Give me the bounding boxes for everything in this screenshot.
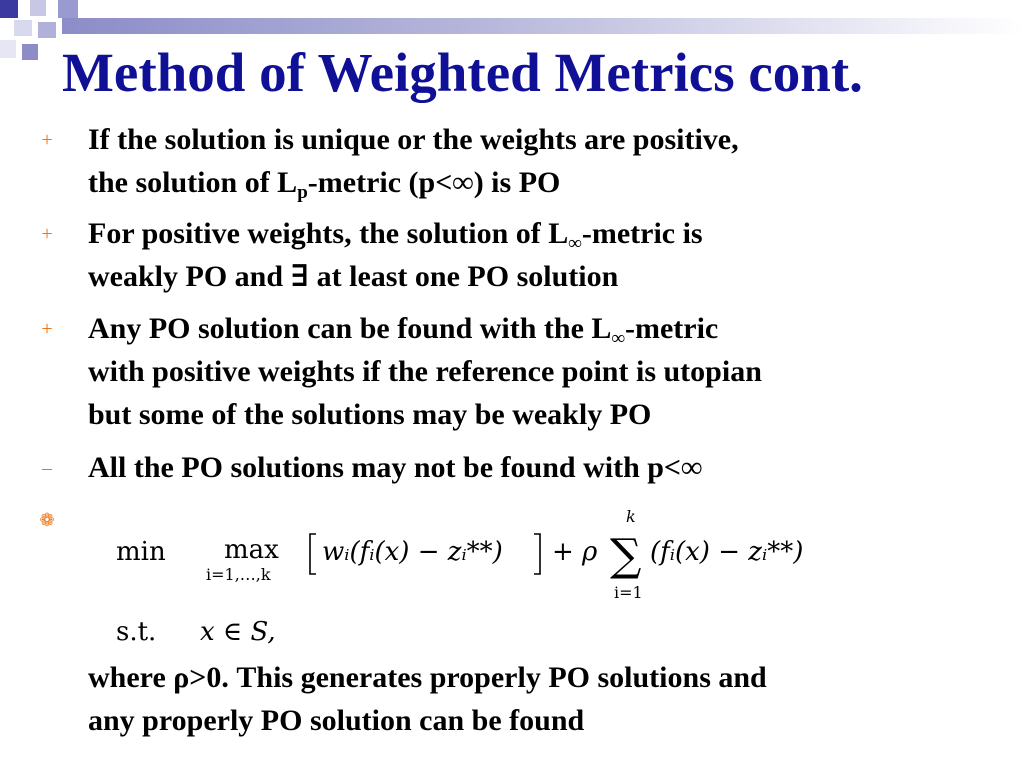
plus-bullet-icon: + [41,129,53,151]
text-segment: Any PO solution can be found with the L [88,312,612,345]
formula-bracket-expr: wᵢ(fᵢ(x) − zᵢ**) [322,537,503,567]
subscript: p [297,182,308,203]
closing-line: any properly PO solution can be found [88,704,585,737]
plus-bullet-icon: + [41,223,53,245]
decor-bar [62,18,1024,34]
bullet-line: If the solution is unique or the weights are positive, [88,123,739,156]
decor-square [38,22,56,38]
bullet-text [88,446,1008,489]
dash-bullet-icon: – [42,457,52,479]
decor-square [58,0,78,18]
bullet-line: weakly PO and ∃ at least one PO solution [88,260,619,293]
closing-text [88,656,1008,742]
decor-square [22,44,38,60]
formula-min: min [116,537,166,567]
text-segment: -metric [624,312,719,345]
subscript: ∞ [568,233,582,254]
sum-sign: ∑ [610,530,642,581]
decor-square [0,0,18,18]
bullet-text [88,118,1008,204]
bullet-text [88,307,1008,436]
formula-sum-bottom: i=1 [614,583,643,602]
bullet-line [88,161,1008,204]
formula-sum-top: k [626,508,636,526]
flower-bullet-icon: ❁ [39,510,55,530]
formula-svg [110,508,870,648]
formula [110,508,870,648]
bullet-line [88,212,1008,255]
text-segment: For positive weights, the solution of L [88,217,569,250]
formula-sum-expr: (fᵢ(x) − zᵢ**) [650,537,804,567]
formula-max: max [224,535,279,565]
text-segment: -metric (p<∞) is PO [307,166,561,199]
formula-plus-rho: + ρ [552,537,598,567]
text-segment: the solution of L [88,166,298,199]
decor-square [0,40,16,58]
decor-square [30,0,46,16]
formula-constraint: x ∈ S, [200,617,276,647]
bullet-line [88,307,1008,350]
bullet-line: with positive weights if the reference point is utopian [88,355,762,388]
plus-bullet-icon: + [41,318,53,340]
right-bracket [534,534,540,574]
formula-max-subscript: i=1,…,k [206,565,271,584]
subscript: ∞ [611,328,625,349]
text-segment: -metric is [581,217,703,250]
closing-line: where ρ>0. This generates properly PO solutions and [88,661,767,694]
bullet-line: but some of the solutions may be weakly PO [88,398,652,431]
formula-st: s.t. [116,617,157,647]
left-bracket [310,534,316,574]
decor-square [14,20,32,36]
bullet-line: All the PO solutions may not be found with p<∞ [88,451,703,484]
slide-title: Method of Weighted Metrics cont. [62,42,863,103]
bullet-text [88,212,1008,298]
